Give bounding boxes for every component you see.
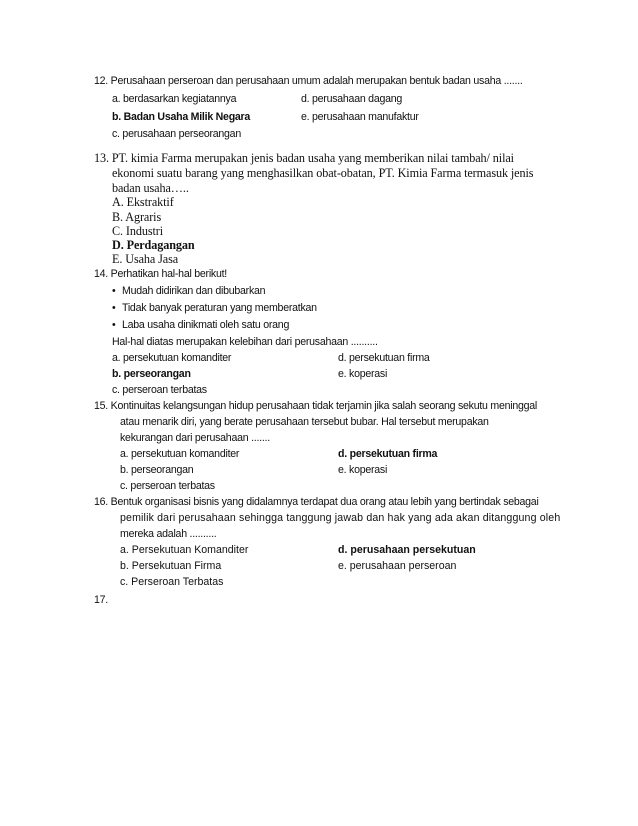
q14-bullet-item	[112, 301, 317, 315]
q14-option-a: a. persekutuan komanditer	[112, 352, 232, 364]
q13-option-a: A. Ekstraktif	[112, 195, 174, 209]
q14-bullet-item	[112, 284, 265, 298]
q14-stem: 14. Perhatikan hal-hal berikut!	[94, 268, 227, 280]
q16-option-a: a. Persekutuan Komanditer	[120, 544, 249, 556]
q13-stem-line1: 13. PT. kimia Farma merupakan jenis badan usaha yang memberikan nilai tambah/ nilai	[94, 151, 514, 165]
q14-bullet-text: Tidak banyak peraturan yang memberatkan	[122, 302, 317, 314]
q16-stem-line2: pemilik dari perusahaan sehingga tanggung jawab dan hak yang ada akan ditanggung oleh	[120, 512, 561, 524]
q16-option-d-answer: d. perusahaan persekutuan	[338, 544, 476, 556]
q12-option-e: e. perusahaan manufaktur	[301, 111, 419, 123]
q13-option-d-answer: D. Perdagangan	[112, 238, 195, 252]
q16-stem-line3: mereka adalah ..........	[120, 528, 217, 540]
q15-stem-line3: kekurangan dari perusahaan .......	[120, 432, 270, 444]
q15-option-a: a. persekutuan komanditer	[120, 448, 240, 460]
q14-option-d: d. persekutuan firma	[338, 352, 430, 364]
q13-stem-line2: ekonomi suatu barang yang menghasilkan obat-obatan, PT. Kimia Farma termasuk jenis	[112, 166, 534, 180]
bullet-icon: •	[112, 285, 116, 297]
q17-stem: 17.	[94, 594, 108, 606]
q14-bullet-item	[112, 318, 289, 332]
bullet-icon: •	[112, 302, 116, 314]
q16-option-b: b. Persekutuan Firma	[120, 560, 222, 572]
q14-question: Hal-hal diatas merupakan kelebihan dari perusahaan ..........	[112, 336, 378, 348]
q12-option-a: a. berdasarkan kegiatannya	[112, 93, 237, 105]
q15-option-e: e. koperasi	[338, 464, 388, 476]
q13-stem-line3: badan usaha…..	[112, 181, 189, 195]
q16-option-c: c. Perseroan Terbatas	[120, 576, 224, 588]
q12-option-c: c. perusahaan perseorangan	[112, 128, 241, 140]
q15-stem-line1: 15. Kontinuitas kelangsungan hidup perusahaan tidak terjamin jika salah seorang sekutu meninggal	[94, 400, 538, 412]
q15-option-d-answer: d. persekutuan firma	[338, 448, 438, 460]
q12-option-d: d. perusahaan dagang	[301, 93, 403, 105]
q14-bullet-text: Laba usaha dinikmati oleh satu orang	[122, 319, 290, 331]
q14-bullet-text: Mudah didirikan dan dibubarkan	[122, 285, 266, 297]
q15-stem-line2: atau menarik diri, yang berate perusahaan tersebut bubar. Hal tersebut merupakan	[120, 416, 489, 428]
q14-option-c: c. perseroan terbatas	[112, 384, 207, 396]
q13-option-b: B. Agraris	[112, 210, 162, 224]
bullet-icon: •	[112, 319, 116, 331]
q12-option-b-answer: b. Badan Usaha Milik Negara	[112, 111, 251, 123]
q14-option-e: e. koperasi	[338, 368, 388, 380]
q14-option-b-answer: b. perseorangan	[112, 368, 191, 380]
q15-option-b: b. perseorangan	[120, 464, 194, 476]
q16-option-e: e. perusahaan perseroan	[338, 560, 457, 572]
q13-option-c: C. Industri	[112, 224, 164, 238]
q13-option-e: E. Usaha Jasa	[112, 252, 179, 266]
q16-stem-line1: 16. Bentuk organisasi bisnis yang didalamnya terdapat dua orang atau lebih yang bertindak sebagai	[94, 496, 539, 508]
q15-option-c: c. perseroan terbatas	[120, 480, 215, 492]
q12-stem: 12. Perusahaan perseroan dan perusahaan umum adalah merupakan bentuk badan usaha .......	[94, 75, 523, 87]
